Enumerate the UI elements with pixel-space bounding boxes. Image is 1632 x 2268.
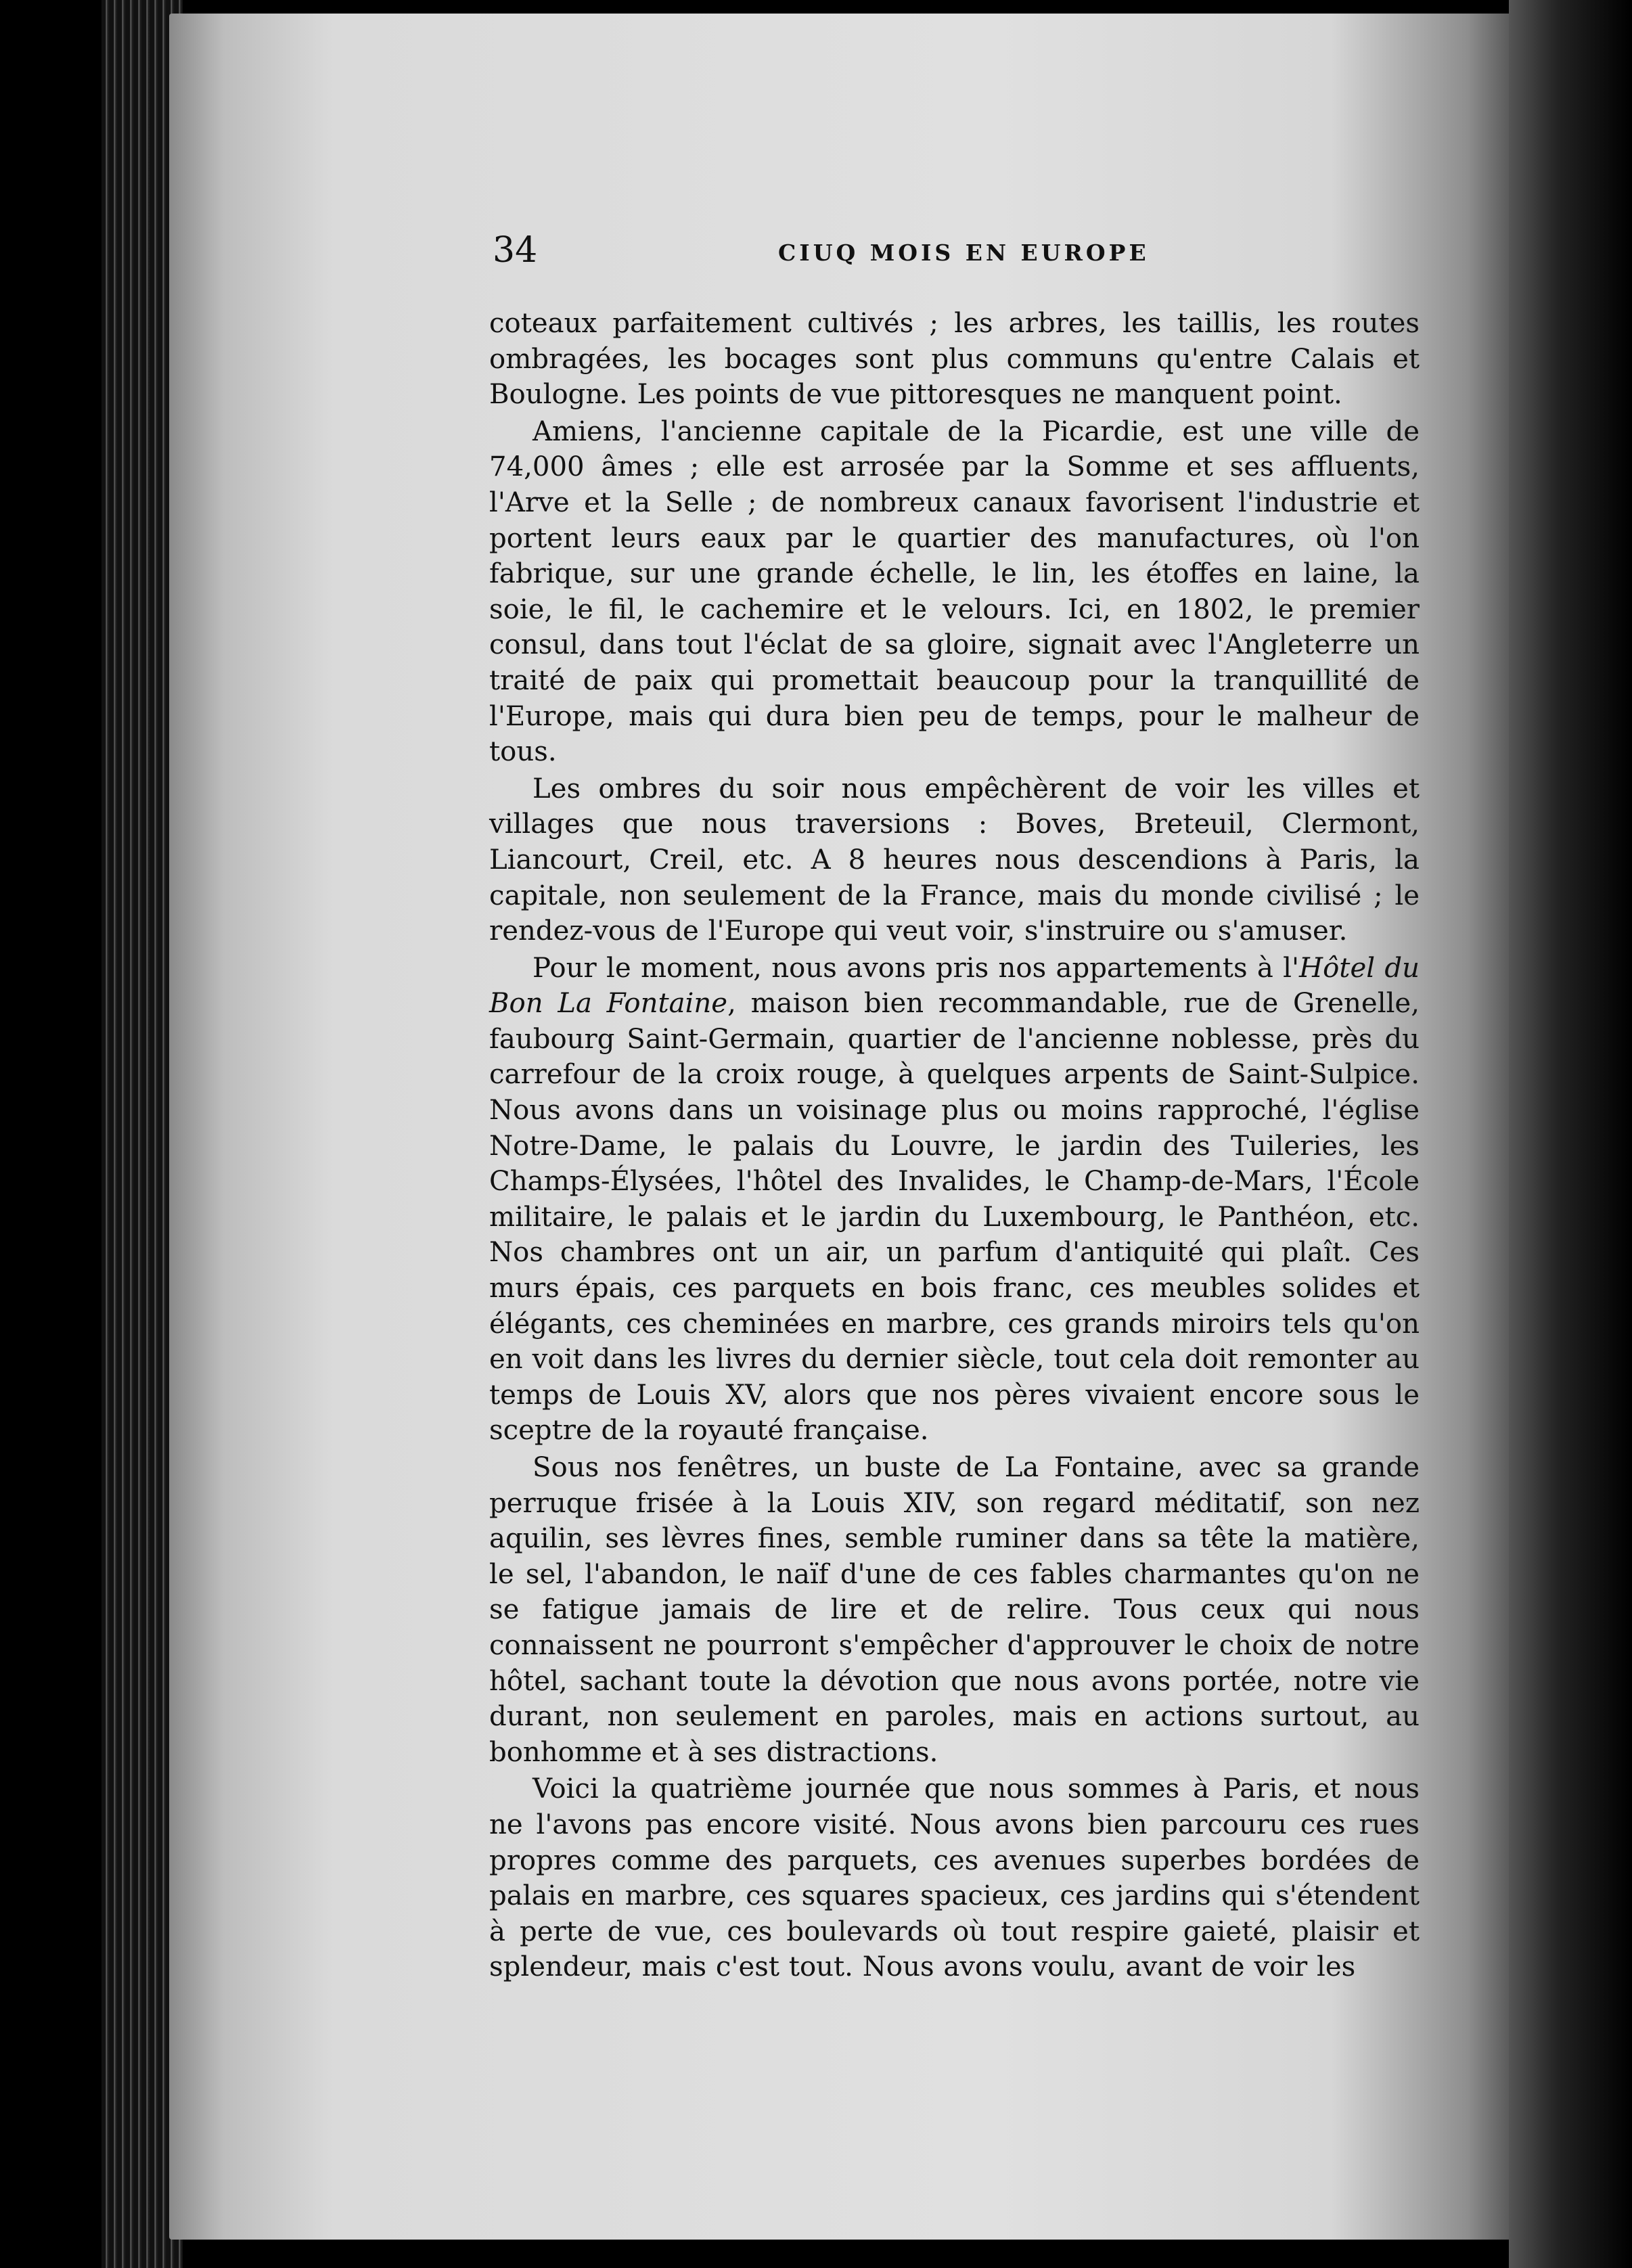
paragraph-4-lead: Pour le moment, nous avons pris nos appartements à l' — [532, 952, 1300, 984]
paragraph-4-rest: , maison bien recommandable, rue de Grenelle, faubourg Saint-Germain, quartier de l'ancienne noblesse, près du carrefour de la croix rouge, à quelques arpents de Saint-Sulpice. Nous avons dans un voisinage plus ou moins rapproché, l'église Notre-Dame, le palais du Louvre, le jardin des Tuileries, les Champs-Élysées, l'hôtel des Invalides, le Champ-de-Mars, l'École militaire, le palais et le jardin du Luxembourg, le Panthéon, etc. Nos chambres ont un air, un parfum d'antiquité qui plaît. Ces murs épais, ces parquets en bois franc, ces meubles solides et élégants, ces cheminées en marbre, ces grands miroirs tels qu'on en voit dans les livres du dernier siècle, tout cela doit remonter au temps de Louis XV, alors que nos pères vivaient encore sous le sceptre de la royauté française. — [489, 988, 1420, 1447]
body-text — [489, 306, 1420, 1985]
page-number: 34 — [493, 230, 538, 271]
paragraph-5: Sous nos fenêtres, un buste de La Fontaine, avec sa grande perruque frisée à la Louis XIV, son regard méditatif, son nez aquilin, ses lèvres fines, semble ruminer dans sa tête la matière, le sel, l'abandon, le naïf d'une de ces fables charmantes qu'on ne se fatigue jamais de lire et de relire. Tous ceux qui nous connaissent ne pourront s'empêcher d'approuver le choix de notre hôtel, sachant toute la dévotion que nous avons portée, notre vie durant, non seulement en paroles, mais en actions surtout, au bonhomme et à ses distractions. — [489, 1452, 1420, 1768]
gutter-shadow — [1509, 0, 1632, 2268]
paragraph-3: Les ombres du soir nous empêchèrent de voir les villes et villages que nous traversions : Boves, Breteuil, Clermont, Liancourt, Creil, etc. A 8 heures nous descendions à Paris, la capitale, non seulement de la France, mais du monde civilisé ; le rendez-vous de l'Europe qui veut voir, s'instruire ou s'amuser. — [489, 773, 1420, 947]
paragraph-4 — [489, 951, 1420, 1449]
running-head: CIUQ MOIS EN EUROPE — [778, 240, 1150, 266]
paragraph-1: coteaux parfaitement cultivés ; les arbres, les taillis, les routes ombragées, les bocages sont plus communs qu'entre Calais et Boulogne. Les points de vue pittoresques ne manquent point. — [489, 308, 1420, 411]
paragraph-2: Amiens, l'ancienne capitale de la Picardie, est une ville de 74,000 âmes ; elle est arrosée par la Somme et ses affluents, l'Arve et la Selle ; de nombreux canaux favorisent l'industrie et portent leurs eaux par le quartier des manufactures, où l'on fabrique, sur une grande échelle, le lin, les étoffes en laine, la soie, le fil, le cachemire et le velours. Ici, en 1802, le premier consul, dans tout l'éclat de sa gloire, signait avec l'Angleterre un traité de paix qui promettait beaucoup pour la tranquillité de l'Europe, mais qui dura bien peu de temps, pour le malheur de tous. — [489, 415, 1420, 768]
page-header — [493, 230, 1416, 271]
paragraph-6: Voici la quatrième journée que nous sommes à Paris, et nous ne l'avons pas encore visité. Nous avons bien parcouru ces rues propres comme des parquets, ces avenues superbes bordées de palais en marbre, ces squares spacieux, ces jardins qui s'étendent à perte de vue, ces boulevards où tout respire gaieté, plaisir et splendeur, mais c'est tout. Nous avons voulu, avant de voir les — [489, 1773, 1420, 1983]
hotel-name: Hôtel du Bon La Fontaine — [489, 952, 1420, 1020]
